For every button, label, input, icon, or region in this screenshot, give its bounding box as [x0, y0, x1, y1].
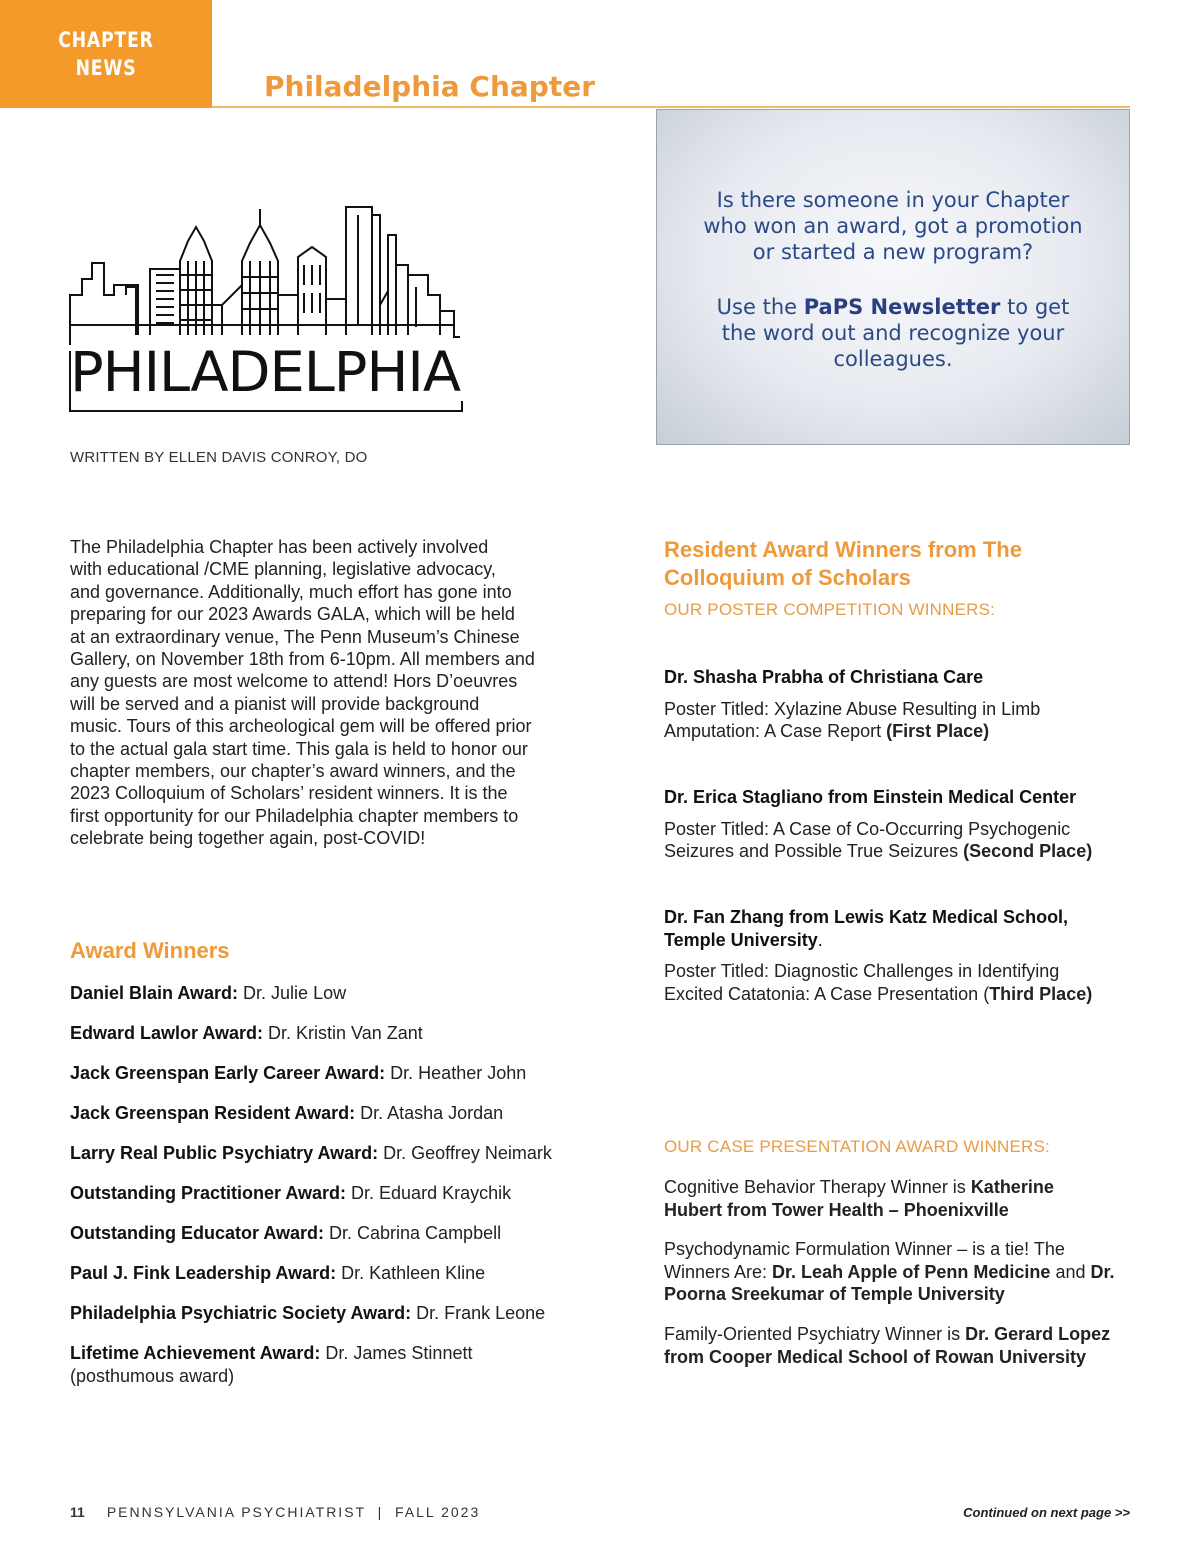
case-winner-name: Katherine [970, 1177, 1054, 1197]
award-name: Paul J. Fink Leadership Award: [70, 1263, 337, 1283]
award-recipient: Dr. James Stinnett [320, 1343, 473, 1363]
newsletter-name: PaPS Newsletter [803, 295, 1001, 319]
intro-line: and governance. Additionally, much effort has gone into [70, 581, 512, 602]
intro-line: any guests are most welcome to attend! Hors D’oeuvres [70, 671, 518, 692]
award-name: Lifetime Achievement Award: [70, 1343, 321, 1363]
award-recipient: Dr. Frank Leone [411, 1303, 546, 1323]
intro-line: The Philadelphia Chapter has been actively involved [70, 537, 489, 557]
chapter-news-tab [0, 0, 212, 108]
award-recipient: Dr. Atasha Jordan [355, 1103, 504, 1123]
case-line [664, 1261, 1144, 1284]
intro-line: chapter members, our chapter’s award winners, and the [70, 761, 516, 782]
poster-winner-entry [664, 786, 1144, 863]
poster-title-line [664, 840, 1144, 863]
case-line [664, 1283, 1144, 1306]
winner-name-line: Dr. Erica Stagliano from Einstein Medical Center [664, 787, 1077, 807]
intro-line: music. Tours of this archeological gem will be offered prior [70, 716, 532, 737]
resident-award-heading [664, 536, 1022, 592]
case-winner-name: Poorna Sreekumar of Temple University [664, 1284, 1005, 1304]
case-line [664, 1323, 1144, 1346]
winner-name [664, 666, 1144, 689]
poster-title [664, 818, 1144, 863]
page-number: 11 [70, 1504, 85, 1520]
chapter-tab-line2: NEWS [75, 56, 137, 80]
case-text: Cognitive Behavior Therapy Winner is [664, 1177, 971, 1197]
logo-text: PHILADELPHIA [70, 340, 462, 404]
award-name: Outstanding Educator Award: [70, 1223, 325, 1243]
award-item [70, 1062, 590, 1102]
case-presentation-subtitle: OUR CASE PRESENTATION AWARD WINNERS: [664, 1137, 1050, 1156]
winner-name-suffix: . [817, 929, 823, 950]
award-name: Edward Lawlor Award: [70, 1023, 264, 1043]
poster-place: (Second Place) [963, 841, 1093, 861]
poster-winner-entry [664, 906, 1144, 1005]
case-winner-name: Dr. Gerard Lopez [965, 1324, 1111, 1344]
award-item [70, 1022, 590, 1062]
intro-line: preparing for our 2023 Awards GALA, which will be held [70, 604, 515, 625]
award-item [70, 982, 590, 1022]
award-item [70, 1342, 590, 1387]
poster-place: Third Place) [989, 983, 1093, 1004]
award-item [70, 1142, 590, 1182]
title-divider [212, 106, 1130, 108]
intro-line: celebrate being together again, post-COVID! [70, 828, 426, 849]
cta-prefix: Use the [716, 295, 804, 319]
poster-title-line [664, 983, 1144, 1006]
award-note: (posthumous award) [70, 1365, 235, 1386]
poster-title-text: Amputation: A Case Report [664, 721, 887, 741]
intro-line: at an extraordinary venue, The Penn Museum’s Chinese [70, 626, 520, 647]
case-line [664, 1199, 1144, 1222]
poster-title-line: Poster Titled: Xylazine Abuse Resulting in Limb [664, 698, 1041, 719]
case-winner-cbt [664, 1176, 1144, 1221]
award-winners-heading: Award Winners [70, 938, 230, 963]
promo-cta-line [687, 294, 1099, 320]
award-name: Philadelphia Psychiatric Society Award: [70, 1303, 412, 1323]
intro-paragraph [70, 536, 575, 850]
promo-cta-line: the word out and recognize your [721, 321, 1065, 345]
winner-name-line: Dr. Shasha Prabha of Christiana Care [664, 667, 984, 687]
award-recipient: Dr. Eduard Kraychik [346, 1183, 512, 1203]
continued-link: Continued on next page >> [963, 1505, 1130, 1520]
publication-name: PENNSYLVANIA PSYCHIATRIST | FALL 2023 [106, 1504, 481, 1520]
intro-line: with educational /CME planning, legislative advocacy, [70, 559, 496, 580]
award-name: Outstanding Practitioner Award: [70, 1183, 347, 1203]
poster-title-line: Poster Titled: Diagnostic Challenges in Identifying [664, 961, 1060, 981]
chapter-tab-line1: CHAPTER [58, 28, 154, 52]
award-recipient: Dr. Kathleen Kline [336, 1263, 486, 1283]
intro-line: 2023 Colloquium of Scholars’ resident winners. It is the [70, 783, 508, 804]
case-line [664, 1176, 1144, 1199]
poster-title-text: Excited Catatonia: A Case Presentation ( [664, 983, 990, 1004]
case-winner-name: Hubert from Tower Health – Phoenixville [664, 1199, 1009, 1220]
case-winner-name: from Cooper Medical School of Rowan University [664, 1346, 1087, 1367]
poster-competition-subtitle: OUR POSTER COMPETITION WINNERS: [664, 600, 996, 619]
award-name: Larry Real Public Psychiatry Award: [70, 1143, 379, 1163]
award-item [70, 1222, 590, 1262]
promo-question-line: Is there someone in your Chapter [716, 188, 1070, 212]
newsletter-promo-box [656, 109, 1130, 445]
promo-question-line: or started a new program? [752, 240, 1034, 264]
winner-name-line [664, 929, 1144, 952]
award-name: Jack Greenspan Early Career Award: [70, 1063, 386, 1083]
case-text: Winners Are: [664, 1261, 773, 1282]
case-text: Family-Oriented Psychiatry Winner is [664, 1324, 966, 1344]
case-line [664, 1346, 1144, 1369]
poster-title-line [664, 720, 1144, 743]
award-item [70, 1102, 590, 1142]
award-name: Daniel Blain Award: [70, 983, 239, 1003]
award-recipient: Dr. Geoffrey Neimark [378, 1143, 552, 1163]
award-winners-list [70, 982, 590, 1387]
winner-name [664, 906, 1144, 951]
winner-name-line: Dr. Fan Zhang from Lewis Katz Medical School, [664, 907, 1069, 927]
byline: WRITTEN BY ELLEN DAVIS CONROY, DO [70, 449, 368, 466]
poster-title [664, 698, 1144, 743]
promo-cta-line: colleagues. [833, 347, 953, 371]
award-item [70, 1182, 590, 1222]
case-text: and [1050, 1261, 1091, 1282]
award-item [70, 1262, 590, 1302]
case-line: Psychodynamic Formulation Winner – is a tie! The [664, 1239, 1065, 1259]
cta-suffix: to get [1000, 295, 1070, 319]
award-recipient: Dr. Kristin Van Zant [263, 1023, 423, 1043]
promo-question [677, 187, 1109, 265]
winner-name [664, 786, 1144, 809]
intro-line: Gallery, on November 18th from 6-10pm. All members and [70, 649, 535, 670]
poster-place: (First Place) [886, 721, 990, 741]
poster-winner-entry [664, 666, 1144, 743]
award-item [70, 1302, 590, 1342]
award-recipient: Dr. Cabrina Campbell [324, 1223, 502, 1243]
case-winner-name: Dr. [1090, 1261, 1115, 1282]
intro-line: first opportunity for our Philadelphia chapter members to [70, 805, 519, 826]
philadelphia-skyline-logo [66, 175, 466, 415]
poster-title [664, 960, 1144, 1005]
promo-question-line: who won an award, got a promotion [703, 214, 1083, 238]
case-winner-family [664, 1323, 1144, 1368]
promo-call-to-action [687, 294, 1099, 372]
resident-heading-line: Resident Award Winners from The [664, 537, 1022, 562]
page-footer [70, 1504, 480, 1520]
resident-heading-line: Colloquium of Scholars [664, 565, 911, 590]
poster-title-line: Poster Titled: A Case of Co-Occurring Psychogenic [664, 818, 1071, 839]
award-name: Jack Greenspan Resident Award: [70, 1103, 356, 1123]
page-title: Philadelphia Chapter [264, 70, 595, 103]
poster-title-text: Seizures and Possible True Seizures [664, 841, 964, 861]
intro-line: will be served and a pianist will provide background [70, 693, 480, 714]
award-recipient: Dr. Heather John [385, 1063, 527, 1083]
case-winner-psychodynamic [664, 1238, 1144, 1306]
winner-affiliation: Temple University [664, 929, 818, 950]
intro-line: to the actual gala start time. This gala is held to honor our [70, 738, 528, 759]
award-recipient: Dr. Julie Low [238, 983, 347, 1003]
case-winner-name: Dr. Leah Apple of Penn Medicine [772, 1261, 1051, 1282]
